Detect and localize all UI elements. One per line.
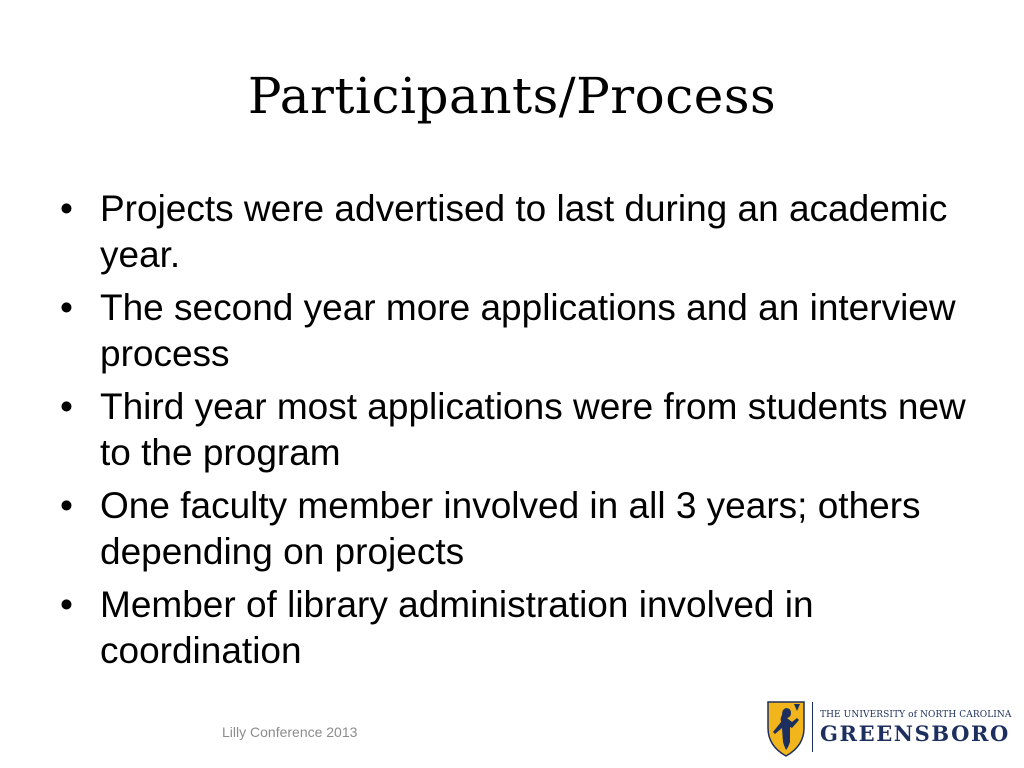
bullet-text: Projects were advertised to last during an academic year. <box>100 188 948 275</box>
bullet-text: The second year more applications and an interview process <box>100 287 956 374</box>
bullet-dot-icon: • <box>60 386 73 427</box>
bullet-item <box>56 483 976 575</box>
footer-text: Lilly Conference 2013 <box>222 724 358 740</box>
bullet-dot-icon: • <box>60 584 73 625</box>
spartan-emblem-icon <box>766 698 806 758</box>
bullet-item <box>56 285 976 377</box>
bullet-text: One faculty member involved in all 3 years; others depending on projects <box>100 485 921 572</box>
bullet-list <box>56 186 976 681</box>
bullet-dot-icon: • <box>60 188 73 229</box>
logo-campus-name: GREENSBORO <box>820 721 1010 746</box>
bullet-item <box>56 186 976 278</box>
bullet-item <box>56 384 976 476</box>
slide-title: Participants/Process <box>247 67 777 125</box>
bullet-dot-icon: • <box>60 287 73 328</box>
logo-university-text: THE UNIVERSITY of NORTH CAROLINA <box>820 710 1012 720</box>
bullet-text: Member of library administration involved in coordination <box>100 584 814 671</box>
bullet-item <box>56 582 976 674</box>
logo-divider <box>812 702 813 752</box>
university-logo <box>766 698 1012 758</box>
bullet-dot-icon: • <box>60 485 73 526</box>
bullet-text: Third year most applications were from students new to the program <box>100 386 966 473</box>
